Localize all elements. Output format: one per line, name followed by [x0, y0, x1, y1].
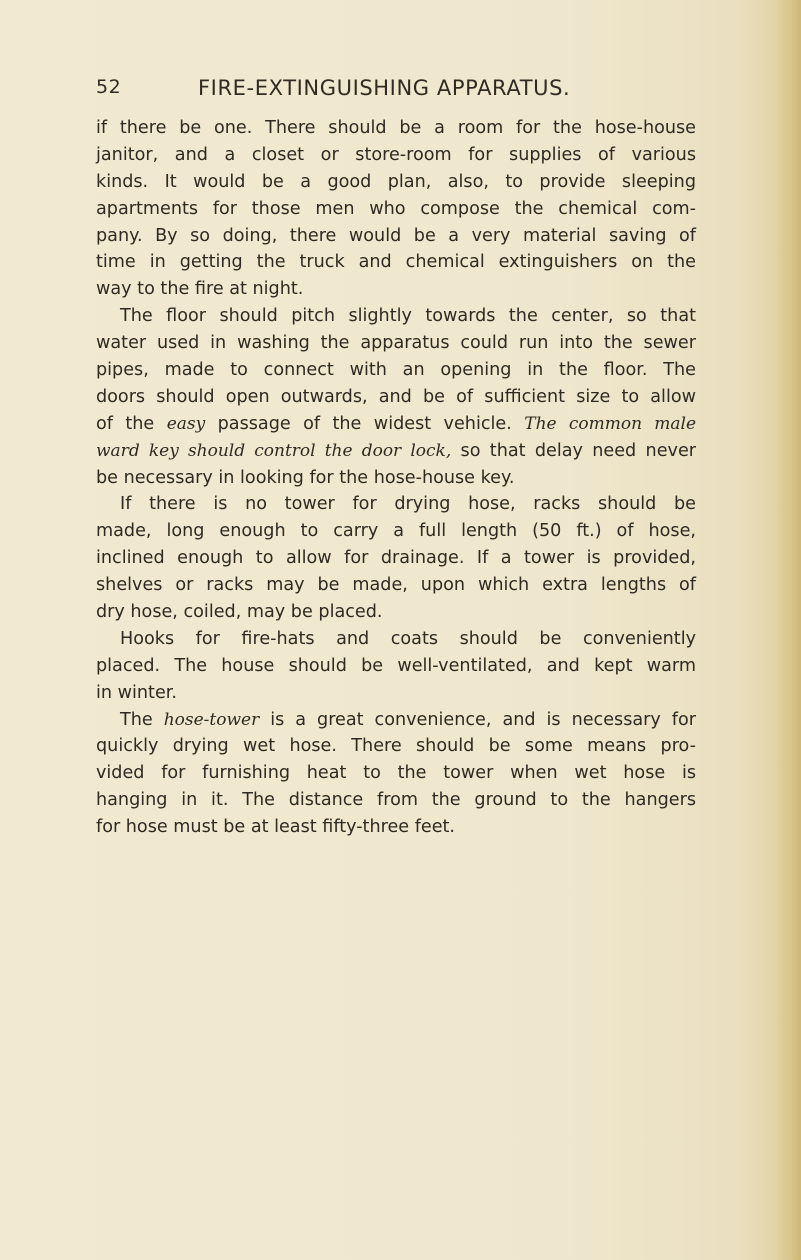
text-line: The floor should pitch slightly towards the center, so that	[120, 306, 696, 327]
text-line: way to the fire at night.	[96, 279, 304, 300]
italic-run: easy	[166, 413, 206, 434]
text-line: pany. By so doing, there would be a very material saving of	[96, 225, 696, 246]
text-run: The	[120, 709, 164, 730]
italic-run: ward key should control the door lock,	[96, 440, 452, 461]
text-line: hanging in it. The distance from the ground to the hangers	[96, 790, 696, 811]
text-line: doors should open outwards, and be of sufficient size to allow	[96, 386, 696, 407]
text-run: so that delay need never	[451, 440, 696, 461]
text-line: for hose must be at least fifty-three feet.	[96, 817, 456, 838]
text-run: of the	[96, 413, 167, 434]
text-line: pipes, made to connect with an opening in the floor. The	[96, 360, 696, 381]
text-line: shelves or racks may be made, upon which extra lengths of	[96, 575, 696, 596]
italic-run: hose-tower	[163, 709, 260, 730]
text-line	[96, 411, 696, 438]
text-line: in winter.	[96, 682, 177, 703]
text-line: inclined enough to allow for drainage. If a tower is provided,	[96, 548, 696, 569]
text-line: dry hose, coiled, may be placed.	[96, 602, 383, 623]
text-run: is a great convenience, and is necessary for	[259, 709, 696, 730]
text-line	[96, 438, 696, 465]
text-line: made, long enough to carry a full length (50 ft.) of hose,	[96, 521, 696, 542]
running-title: FIRE-EXTINGUISHING APPARATUS.	[198, 76, 571, 100]
italic-run: The common male	[524, 413, 697, 434]
text-line: Hooks for fire-hats and coats should be conveniently	[120, 628, 696, 649]
text-line: janitor, and a closet or store-room for supplies of various	[96, 144, 696, 165]
page-edge-shadow	[775, 0, 801, 1260]
text-line: water used in washing the apparatus could run into the sewer	[96, 333, 696, 354]
text-line: apartments for those men who compose the chemical com-	[96, 198, 696, 219]
body-text	[96, 115, 696, 841]
page-number: 52	[96, 76, 122, 98]
text-line: time in getting the truck and chemical extinguishers on the	[96, 252, 696, 273]
text-run: passage of the widest vehicle.	[205, 413, 525, 434]
text-line: vided for furnishing heat to the tower when wet hose is	[96, 763, 696, 784]
text-line: placed. The house should be well-ventilated, and kept warm	[96, 655, 696, 676]
text-line: be necessary in looking for the hose-house key.	[96, 467, 515, 488]
text-line: kinds. It would be a good plan, also, to provide sleeping	[96, 171, 696, 192]
text-line: quickly drying wet hose. There should be some means pro-	[96, 736, 696, 757]
text-line: if there be one. There should be a room for the hose-house	[96, 118, 696, 138]
text-line: If there is no tower for drying hose, racks should be	[120, 494, 696, 515]
text-line	[96, 707, 696, 734]
running-header	[0, 76, 801, 108]
